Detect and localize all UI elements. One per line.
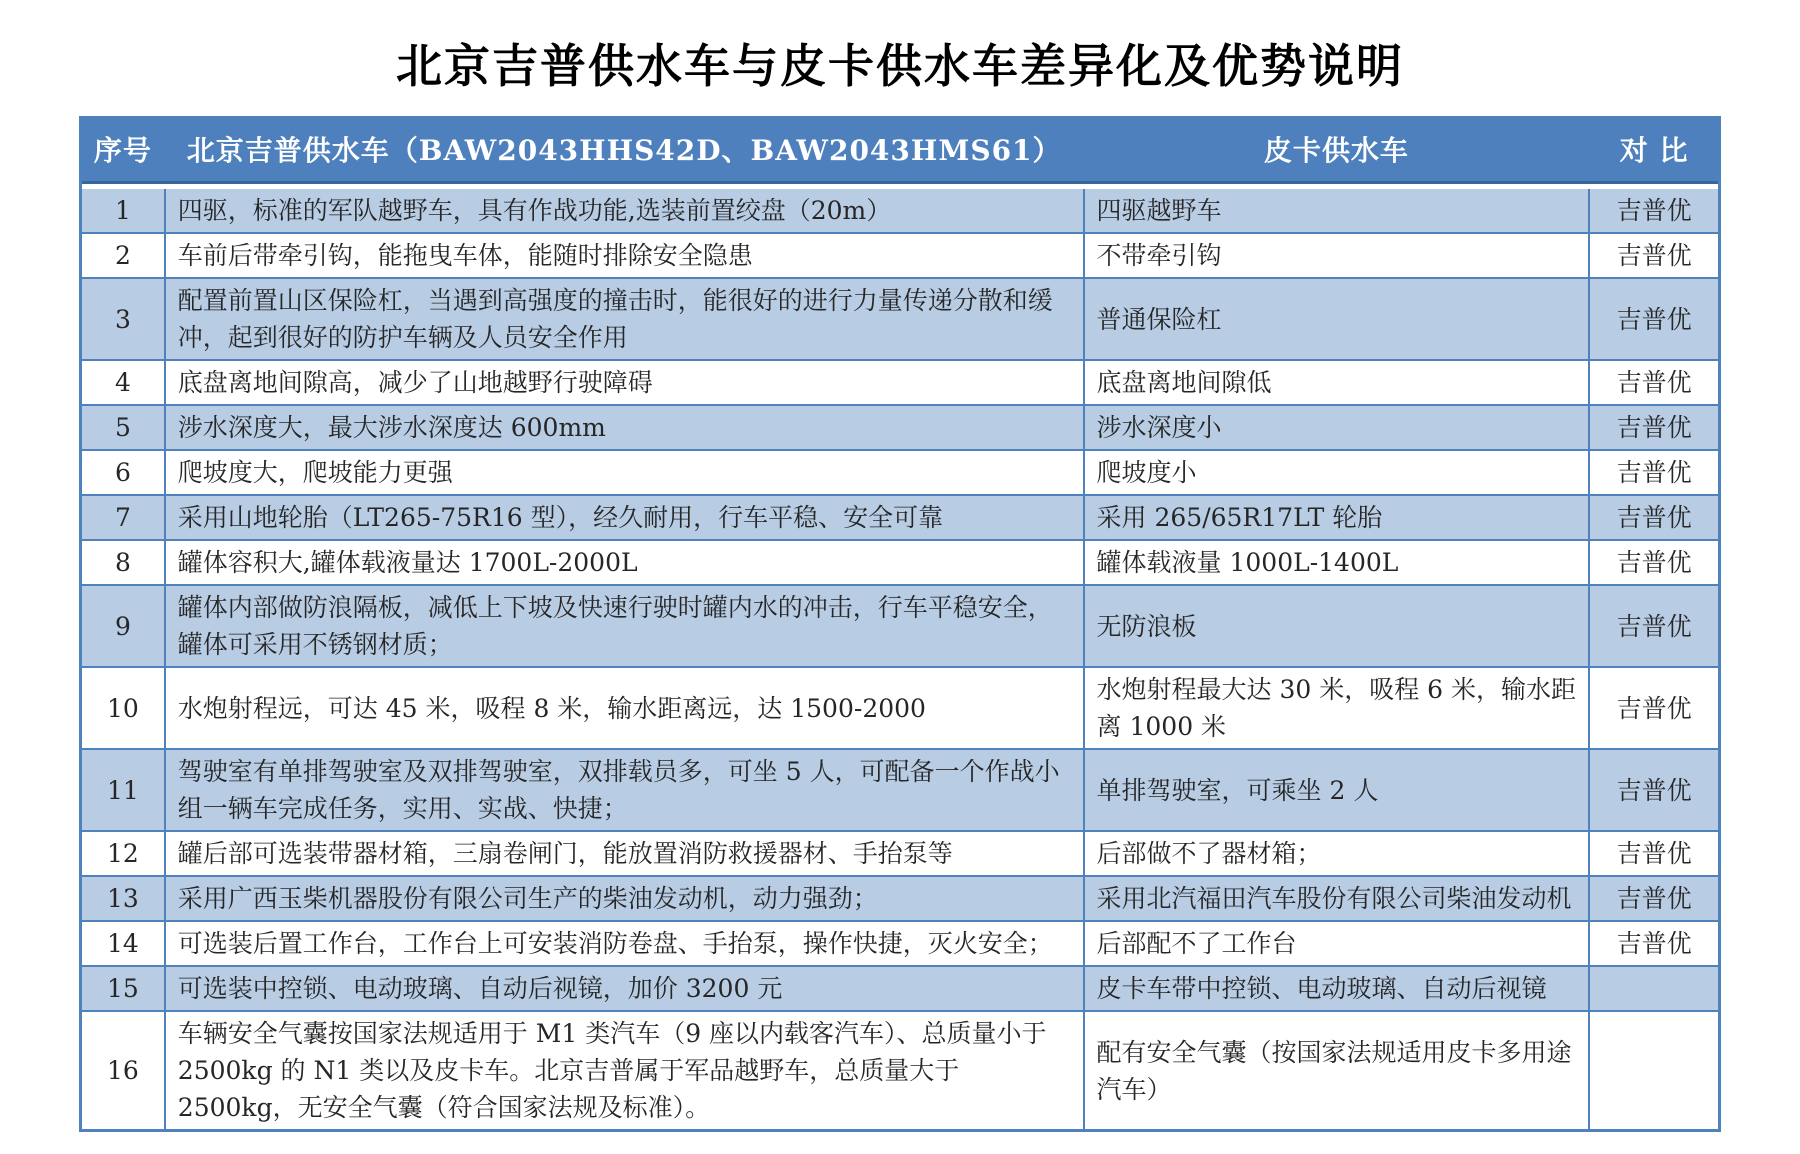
row-no-cell: 6: [114, 458, 131, 487]
table-row: [82, 232, 1718, 277]
row-no-cell: 11: [106, 775, 139, 805]
table-row: [82, 920, 1718, 965]
table-row: [82, 404, 1718, 449]
row-no-cell: 4: [114, 368, 131, 397]
compare-result-cell: 吉普优: [1588, 668, 1718, 748]
page-title: 北京吉普供水车与皮卡供水车差异化及优势说明: [396, 39, 1404, 93]
row-no-cell: 14: [106, 929, 139, 958]
jeep-feature-cell: 配置前置山区保险杠，当遇到高强度的撞击时，能很好的进行力量传递分散和缓冲，起到很好的防护车辆及人员安全作用: [164, 279, 1083, 359]
compare-result-cell: 吉普优: [1588, 750, 1718, 830]
compare-result-cell: 吉普优: [1588, 279, 1718, 359]
table-body: [82, 189, 1718, 1129]
header-cell-compare: 对 比: [1588, 119, 1718, 181]
row-no-cell: 16: [106, 1056, 139, 1085]
jeep-feature-cell: 车辆安全气囊按国家法规适用于 M1 类汽车（9 座以内载客汽车）、总质量小于 2500kg 的 N1 类以及皮卡车。北京吉普属于军品越野车，总质量大于 2500kg，无安全气囊（符合国家法规及标准）。: [164, 1012, 1083, 1129]
table-header-row: [82, 119, 1718, 181]
compare-result-cell: [1588, 1012, 1718, 1129]
compare-result-cell: 吉普优: [1588, 361, 1718, 404]
jeep-feature-cell: 驾驶室有单排驾驶室及双排驾驶室，双排载员多，可坐 5 人，可配备一个作战小组一辆车完成任务，实用、实战、快捷；: [164, 750, 1083, 830]
table-row: [82, 875, 1718, 920]
pickup-feature-cell: 普通保险杠: [1083, 279, 1589, 359]
compare-result-cell: 吉普优: [1588, 832, 1718, 875]
row-no-cell: 7: [114, 503, 131, 532]
pickup-feature-cell: 底盘离地间隙低: [1083, 361, 1589, 404]
table-row: [82, 830, 1718, 875]
pickup-feature-cell: 四驱越野车: [1083, 189, 1589, 232]
jeep-feature-cell: 采用山地轮胎（LT265-75R16 型），经久耐用，行车平稳、安全可靠: [164, 496, 1083, 539]
compare-result-cell: [1588, 967, 1718, 1010]
table-row: [82, 539, 1718, 584]
jeep-feature-cell: 涉水深度大，最大涉水深度达 600mm: [164, 406, 1083, 449]
compare-result-cell: 吉普优: [1588, 406, 1718, 449]
jeep-feature-cell: 采用广西玉柴机器股份有限公司生产的柴油发动机，动力强劲；: [164, 877, 1083, 920]
pickup-feature-cell: 配有安全气囊（按国家法规适用皮卡多用途汽车）: [1083, 1012, 1589, 1129]
compare-result-cell: 吉普优: [1588, 189, 1718, 232]
row-no-cell: 13: [106, 884, 139, 913]
compare-result-cell: 吉普优: [1588, 451, 1718, 494]
row-no-cell: 12: [106, 839, 139, 868]
header-cell-pickup: 皮卡供水车: [1083, 119, 1589, 181]
header-divider: [82, 181, 1718, 189]
jeep-feature-cell: 车前后带牵引钩，能拖曳车体，能随时排除安全隐患: [164, 234, 1083, 277]
pickup-feature-cell: 无防浪板: [1083, 586, 1589, 666]
row-no-cell: 1: [114, 196, 131, 225]
compare-result-cell: 吉普优: [1588, 586, 1718, 666]
pickup-feature-cell: 单排驾驶室，可乘坐 2 人: [1083, 750, 1589, 830]
compare-result-cell: 吉普优: [1588, 234, 1718, 277]
row-no-cell: 8: [114, 548, 131, 577]
table-row: [82, 666, 1718, 748]
jeep-feature-cell: 爬坡度大，爬坡能力更强: [164, 451, 1083, 494]
pickup-feature-cell: 采用 265/65R17LT 轮胎: [1083, 496, 1589, 539]
table-row: [82, 359, 1718, 404]
table-row: [82, 494, 1718, 539]
pickup-feature-cell: 不带牵引钩: [1083, 234, 1589, 277]
jeep-feature-cell: 底盘离地间隙高，减少了山地越野行驶障碍: [164, 361, 1083, 404]
table-row: [82, 965, 1718, 1010]
row-no-cell: 15: [106, 974, 139, 1003]
row-no-cell: 9: [114, 611, 131, 641]
jeep-feature-cell: 罐体容积大,罐体载液量达 1700L-2000L: [164, 541, 1083, 584]
pickup-feature-cell: 皮卡车带中控锁、电动玻璃、自动后视镜: [1083, 967, 1589, 1010]
jeep-feature-cell: 罐后部可选装带器材箱，三扇卷闸门，能放置消防救援器材、手抬泵等: [164, 832, 1083, 875]
pickup-feature-cell: 爬坡度小: [1083, 451, 1589, 494]
table-row: [82, 449, 1718, 494]
comparison-table: [79, 116, 1721, 1132]
pickup-feature-cell: 采用北汽福田汽车股份有限公司柴油发动机: [1083, 877, 1589, 920]
pickup-feature-cell: 罐体载液量 1000L-1400L: [1083, 541, 1589, 584]
jeep-feature-cell: 罐体内部做防浪隔板，减低上下坡及快速行驶时罐内水的冲击，行车平稳安全，罐体可采用不锈钢材质；: [164, 586, 1083, 666]
header-cell-no: 序号: [93, 133, 152, 167]
jeep-feature-cell: 可选装中控锁、电动玻璃、自动后视镜，加价 3200 元: [164, 967, 1083, 1010]
row-no-cell: 3: [114, 304, 131, 334]
jeep-feature-cell: 水炮射程远，可达 45 米，吸程 8 米，输水距离远，达 1500-2000: [164, 668, 1083, 748]
jeep-feature-cell: 可选装后置工作台，工作台上可安装消防卷盘、手抬泵，操作快捷，灭火安全；: [164, 922, 1083, 965]
compare-result-cell: 吉普优: [1588, 877, 1718, 920]
pickup-feature-cell: 后部做不了器材箱；: [1083, 832, 1589, 875]
row-no-cell: 2: [114, 241, 131, 270]
table-row: [82, 748, 1718, 830]
table-row: [82, 189, 1718, 232]
row-no-cell: 10: [106, 693, 139, 723]
table-row: [82, 1010, 1718, 1129]
header-cell-jeep: 北京吉普供水车（BAW2043HHS42D、BAW2043HMS61）: [164, 119, 1083, 181]
row-no-cell: 5: [114, 413, 131, 442]
jeep-feature-cell: 四驱，标准的军队越野车，具有作战功能,选装前置绞盘（20m）: [164, 189, 1083, 232]
pickup-feature-cell: 后部配不了工作台: [1083, 922, 1589, 965]
pickup-feature-cell: 涉水深度小: [1083, 406, 1589, 449]
pickup-feature-cell: 水炮射程最大达 30 米，吸程 6 米，输水距离 1000 米: [1083, 668, 1589, 748]
table-row: [82, 584, 1718, 666]
compare-result-cell: 吉普优: [1588, 922, 1718, 965]
compare-result-cell: 吉普优: [1588, 496, 1718, 539]
table-row: [82, 277, 1718, 359]
compare-result-cell: 吉普优: [1588, 541, 1718, 584]
